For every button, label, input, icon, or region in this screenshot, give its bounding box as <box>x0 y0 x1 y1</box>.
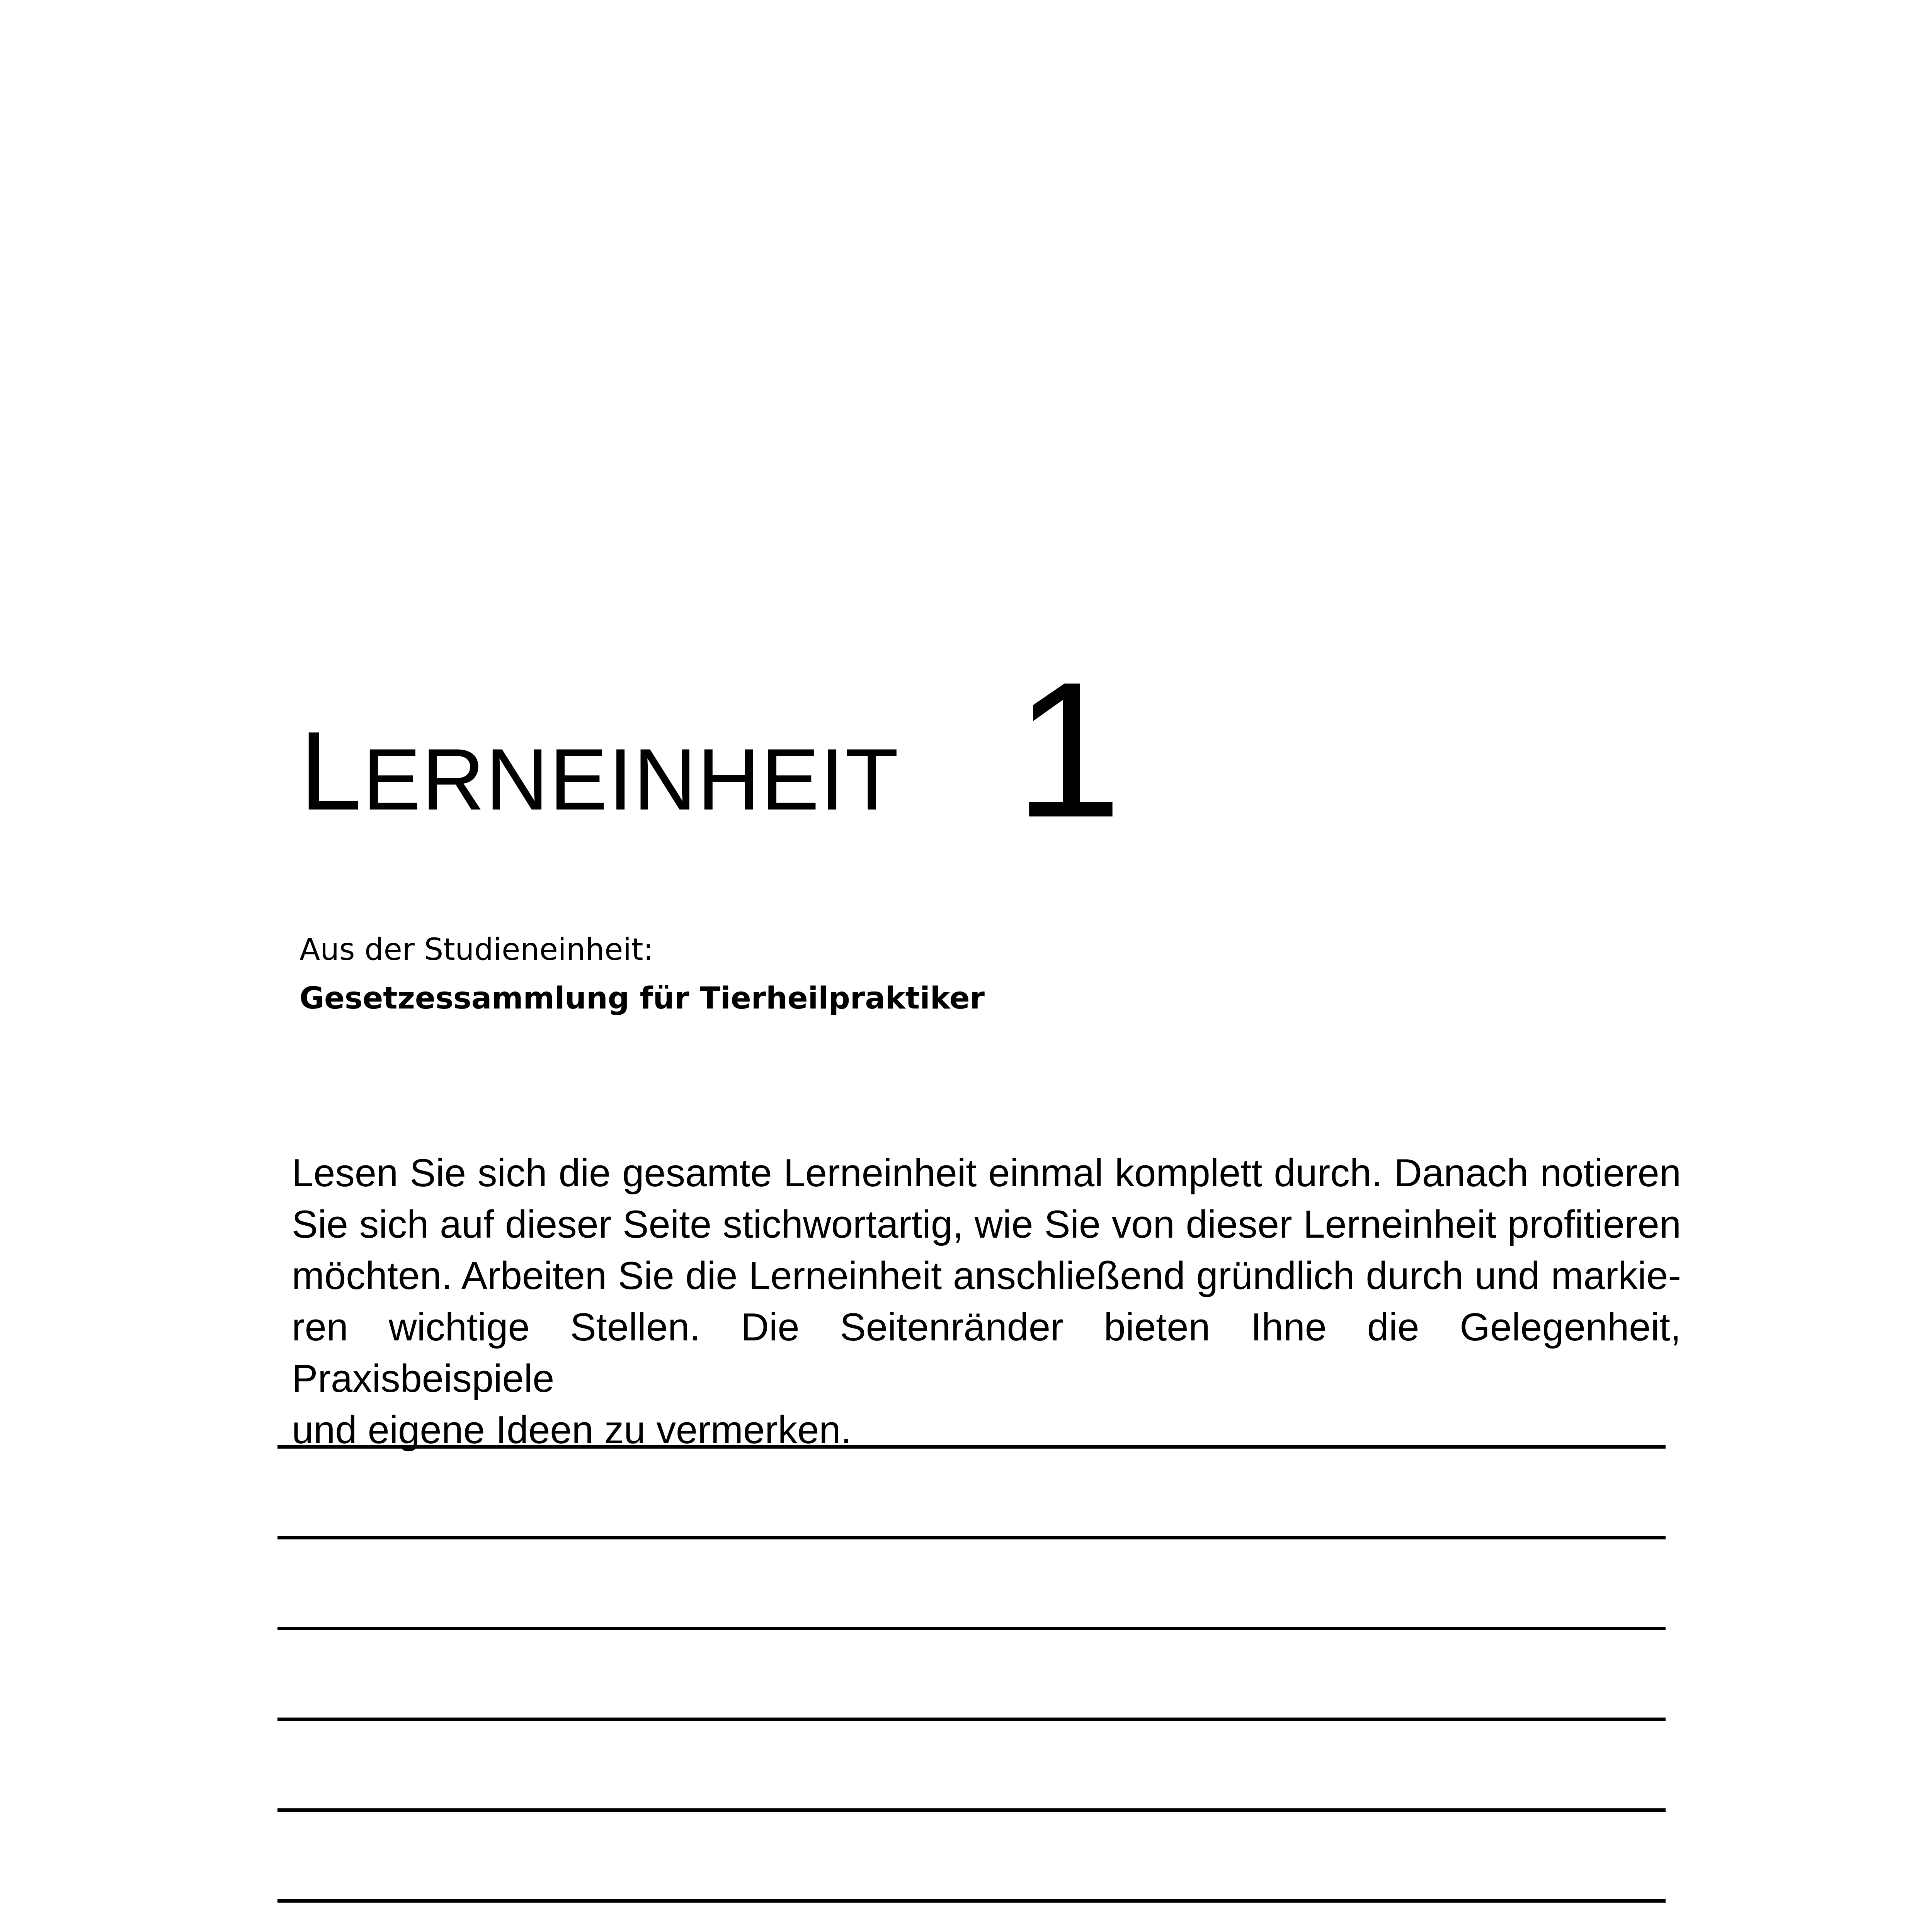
source-unit-title: Gesetzessammlung für Tierheilpraktiker <box>299 981 985 1016</box>
note-line[interactable] <box>277 1808 1666 1812</box>
intro-line: möchten. Arbeiten Sie die Lerneinheit anschließend gründlich durch und markie- <box>292 1254 1681 1298</box>
source-unit-label: Aus der Studieneinheit: <box>299 932 653 967</box>
intro-line: ren wichtige Stellen. Die Seitenränder bieten Ihne die Gelegenheit, Praxisbeispiele <box>292 1306 1681 1400</box>
note-line[interactable] <box>277 1445 1666 1449</box>
intro-paragraph <box>292 1148 1681 1456</box>
chapter-word-rest: ERNEINHEIT <box>362 730 899 828</box>
chapter-word-initial: L <box>299 708 363 833</box>
note-line[interactable] <box>277 1899 1666 1903</box>
intro-line: Lesen Sie sich die gesamte Lerneinheit einmal komplett durch. Danach notieren <box>292 1151 1681 1195</box>
intro-line: Sie sich auf dieser Seite stichwortartig, wie Sie von dieser Lerneinheit profitieren <box>292 1203 1681 1246</box>
chapter-number: 1 <box>1014 641 1122 857</box>
note-line[interactable] <box>277 1627 1666 1630</box>
source-unit <box>299 925 985 1023</box>
chapter-word <box>299 708 899 833</box>
note-line[interactable] <box>277 1536 1666 1539</box>
intro-line: und eigene Ideen zu vermerken. <box>292 1408 852 1452</box>
note-line[interactable] <box>277 1718 1666 1721</box>
